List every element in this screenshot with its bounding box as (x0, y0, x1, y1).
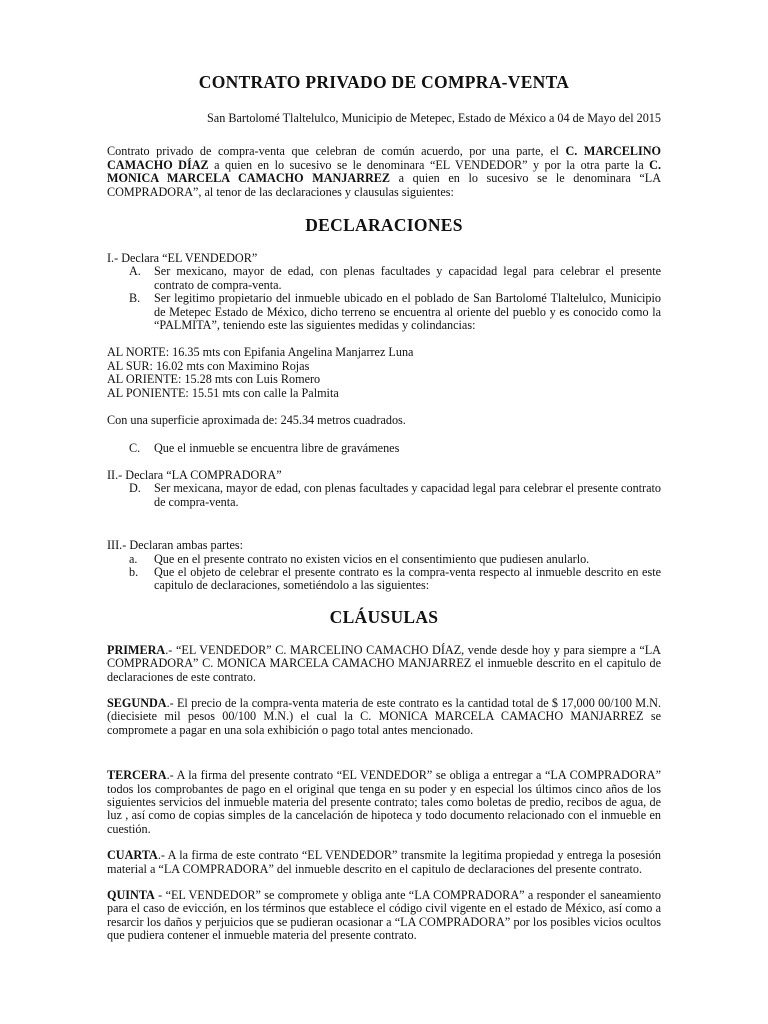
list-item (107, 265, 661, 292)
clause-text: - “EL VENDEDOR” se compromete y obliga ante “LA COMPRADORA” a responder el saneamiento para el caso de evicción, en los términos que establece el código civil vigente en el estado de México, así como a resarcir los daños y perjuicios que se pudieran ocasionar a “LA COMPRADORA” por los posibles vicios ocultos que pudiera contener el inmueble materia del presente contrato. (107, 888, 661, 943)
intro-text-1: Contrato privado de compra-venta que celebran de común acuerdo, por una parte, el (107, 144, 566, 159)
item-text: Ser legitimo propietario del inmueble ubicado en el poblado de San Bartolomé Tlaltelulco, Municipio de Metepec Estado de México, dicho terreno se encuentra al oriente del pueblo y es conocido como la “PALMITA”, teniendo este las siguientes medidas y colindancias: (154, 291, 661, 333)
item-marker: B. (129, 291, 141, 306)
boundary-west: AL PONIENTE: 15.51 mts con calle la Palmita (107, 385, 339, 400)
clause-text: .- A la firma de este contrato “EL VENDEDOR” transmite la legitima propiedad y entrega la posesión material a “LA COMPRADORA” del inmueble descrito en el capitulo de declaraciones del presente contrato. (107, 848, 661, 876)
item-text: Que en el presente contrato no existen vicios en el consentimiento que pudiesen anularlo. (154, 551, 590, 566)
list-item (107, 442, 661, 455)
list-item (107, 482, 661, 509)
clause-label: QUINTA (107, 888, 155, 903)
clause-label: PRIMERA (107, 642, 166, 657)
item-text: Ser mexicano, mayor de edad, con plenas facultades y capacidad legal para celebrar el presente contrato de compra-venta. (154, 264, 661, 292)
clause-tercera (107, 769, 661, 836)
item-marker: b. (129, 564, 139, 579)
clause-quinta (107, 889, 661, 943)
clause-primera (107, 644, 661, 684)
clausulas-heading: CLÁUSULAS (329, 606, 439, 627)
item-text: Que el inmueble se encuentra libre de gravámenes (154, 440, 400, 455)
both-parties-label: III.- Declaran ambas partes: (107, 538, 244, 553)
intro-text-3: a quien en lo sucesivo se le denominara “LA COMPRADORA”, al tenor de las declaraciones y clausulas siguientes: (107, 171, 662, 199)
seller-declaration-list (107, 265, 661, 332)
seller-declaration-label: I.- Declara “EL VENDEDOR” (107, 251, 258, 266)
seller-name: C. MARCELINO CAMACHO DÍAZ (107, 144, 662, 172)
clause-label: CUARTA (107, 848, 158, 863)
buyer-declaration-list (107, 482, 661, 509)
clause-text: .- El precio de la compra-venta materia de este contrato es la cantidad total de $ 17,000 00/100 M.N. (diecisiete mil pesos 00/100 M.N.) el cual la C. MONICA MARCELA CAMACHO MANJARREZ se compromete a pagar en una sola exhibición o pago total antes mencionado. (107, 695, 661, 737)
buyer-name: C. MONICA MARCELA CAMACHO MANJARREZ (107, 157, 661, 186)
clause-text: .- A la firma del presente contrato “EL VENDEDOR” se obliga a entregar a “LA COMPRADORA” todos los comprobantes de pago en el original que tenga en su poder y en especial los últimos cinco años de los siguientes servicios del inmueble materia del presente contrato; tales como boletas de predio, recibos de agua, de luz , así como de copias simples de la cancelación de hipoteca y todo documento relacionado con el inmueble en cuestión. (107, 768, 661, 836)
encumbrance-list (107, 442, 661, 455)
surface-area: Con una superficie aproximada de: 245.34 metros cuadrados. (107, 413, 406, 428)
item-text: Ser mexicana, mayor de edad, con plenas facultades y capacidad legal para celebrar el presente contrato de compra-venta. (154, 481, 661, 509)
clause-label: TERCERA (107, 768, 167, 783)
list-item (107, 566, 661, 593)
item-marker: C. (129, 440, 141, 455)
item-marker: A. (129, 264, 141, 279)
clause-label: SEGUNDA (107, 695, 167, 710)
boundary-east: AL ORIENTE: 15.28 mts con Luis Romero (107, 372, 321, 387)
item-marker: D. (129, 481, 141, 496)
boundaries-list (107, 346, 661, 400)
buyer-declaration-label: II.- Declara “LA COMPRADORA” (107, 467, 282, 482)
item-text: Que el objeto de celebrar el presente contrato es la compra-venta respecto al inmueble descrito en este capitulo de declaraciones, sometiéndolo a las siguientes: (154, 564, 661, 593)
item-marker: a. (129, 551, 138, 566)
list-item (107, 292, 661, 332)
both-parties-list (107, 553, 661, 593)
place-and-date: San Bartolomé Tlaltelulco, Municipio de Metepec, Estado de México a 04 de Mayo del 2015 (207, 111, 661, 125)
declaraciones-heading: DECLARACIONES (305, 215, 463, 236)
clause-cuarta (107, 849, 661, 876)
boundary-north: AL NORTE: 16.35 mts con Epifania Angelina Manjarrez Luna (107, 345, 414, 360)
list-item (107, 553, 661, 566)
boundary-south: AL SUR: 16.02 mts con Maximino Rojas (107, 358, 310, 373)
intro-text-2: a quien en lo sucesivo se le denominara “EL VENDEDOR” y por la otra parte la (208, 157, 650, 172)
clause-segunda (107, 697, 661, 737)
document-title: CONTRATO PRIVADO DE COMPRA-VENTA (198, 72, 570, 92)
clause-text: .- “EL VENDEDOR” C. MARCELINO CAMACHO DÍAZ, vende desde hoy y para siempre a “LA COMPRADORA” C. MONICA MARCELA CAMACHO MANJARREZ el inmueble descrito en el capitulo de declaraciones de este contrato. (107, 642, 661, 684)
intro-paragraph (107, 145, 661, 199)
